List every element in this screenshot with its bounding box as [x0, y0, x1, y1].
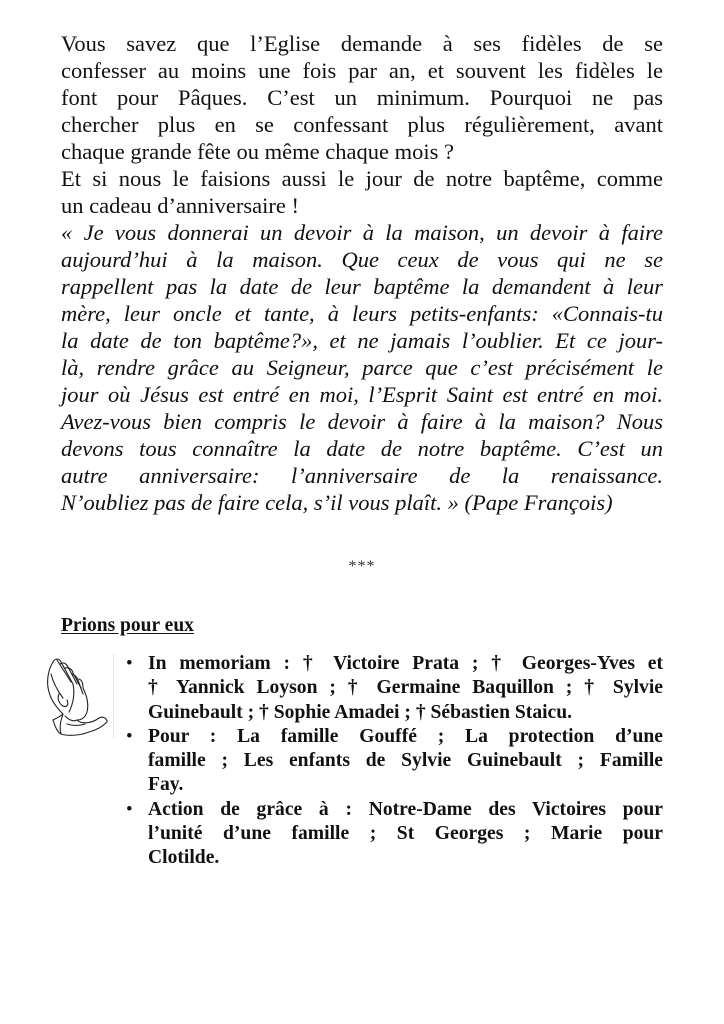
item-line: Clotilde. — [148, 847, 220, 869]
prayer-list — [120, 652, 663, 871]
pope-quote — [61, 219, 663, 516]
quote-line: rappellent pas la date de leur baptême la demandent à leur — [61, 274, 663, 299]
text-line: un cadeau d’anniversaire ! — [61, 193, 299, 218]
item-line: Fay. — [148, 774, 184, 796]
prayers-heading: Prions pour eux — [61, 615, 194, 636]
quote-line: N’oubliez pas de faire cela, s’il vous plaît. » (Pape François) — [61, 490, 613, 515]
text-line: Et si nous le faisions aussi le jour de notre baptême, comme — [61, 166, 663, 191]
quote-line: là, rendre grâce au Seigneur, parce que c’est précisément le — [61, 355, 663, 380]
prayer-item-in-memoriam — [120, 652, 663, 725]
text-line: Vous savez que l’Eglise demande à ses fidèles de se — [61, 31, 663, 56]
text-line: confesser au moins une fois par an, et souvent les fidèles le — [61, 58, 663, 83]
main-text — [61, 30, 663, 516]
bullet-icon: • — [126, 798, 133, 820]
text-line: font pour Pâques. C’est un minimum. Pourquoi ne pas — [61, 85, 663, 110]
quote-line: jour où Jésus est entré en moi, l’Esprit Saint est entré en moi. — [61, 382, 663, 407]
text-line: chercher plus en se confessant plus régulièrement, avant — [61, 112, 663, 137]
prayer-item-pour — [120, 725, 663, 798]
item-line: l’unité d’une famille ; St Georges ; Marie pour — [148, 823, 663, 845]
item-line: † Yannick Loyson ; † Germaine Baquillon ; † Sylvie — [148, 677, 663, 699]
section-separator: *** — [348, 558, 376, 575]
quote-line: « Je vous donnerai un devoir à la maison, un devoir à faire — [61, 220, 663, 245]
bullet-icon: • — [126, 725, 133, 747]
item-line: Action de grâce à : Notre-Dame des Victoires pour — [148, 798, 663, 820]
prayer-item-action-de-grace — [120, 798, 663, 871]
quote-line: Avez-vous bien compris le devoir à faire à la maison? Nous — [61, 409, 663, 434]
quote-line: mère, leur oncle et tante, à leurs petits-enfants: «Connais-tu — [61, 301, 663, 326]
item-line: In memoriam : † Victoire Prata ; † Georges-Yves et — [148, 653, 663, 674]
quote-line: la date de ton baptême?», et ne jamais l’oublier. Et ce jour- — [61, 328, 663, 353]
item-line: Pour : La famille Gouffé ; La protection d’une — [148, 725, 663, 747]
item-line: Guinebault ; † Sophie Amadei ; † Sébastien Staicu. — [148, 701, 573, 723]
quote-line: devons tous connaître la date de notre baptême. C’est un — [61, 436, 663, 461]
item-line: famille ; Les enfants de Sylvie Guinebault ; Famille — [148, 750, 663, 772]
bullet-icon: • — [126, 653, 133, 674]
intro-paragraph — [61, 30, 663, 165]
second-paragraph — [61, 165, 663, 219]
quote-line: aujourd’hui à la maison. Que ceux de vous qui ne se — [61, 247, 663, 272]
quote-line: autre anniversaire: l’anniversaire de la renaissance. — [61, 463, 663, 488]
praying-hands-icon — [43, 654, 114, 738]
text-line: chaque grande fête ou même chaque mois ? — [61, 139, 454, 164]
